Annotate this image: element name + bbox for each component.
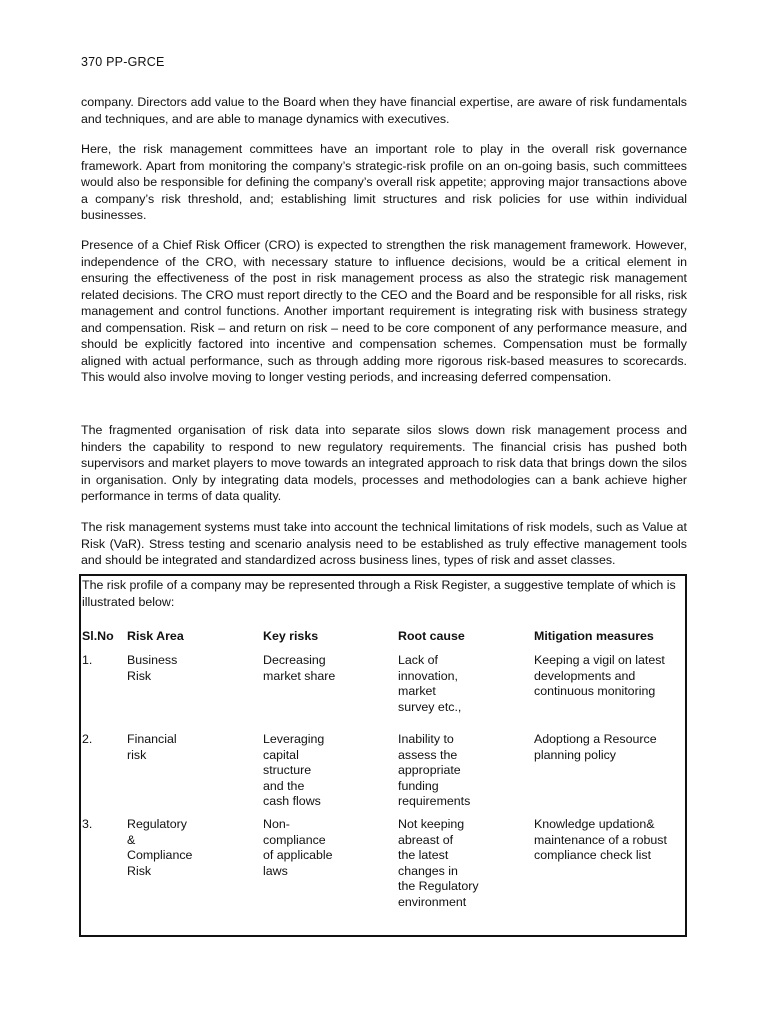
row2-root-cause: Inability to assess the appropriate funding requirements	[398, 732, 471, 808]
risk-register-box	[79, 574, 687, 937]
row2-key-risks: Leveraging capital structure and the cash flows	[263, 732, 325, 808]
row2-sl-no: 2.	[82, 732, 93, 746]
row1-root-cause: Lack of innovation, market survey etc.,	[398, 653, 462, 714]
row1-risk-area: Business Risk	[127, 653, 178, 683]
header-risk-area: Risk Area	[127, 629, 184, 643]
row2-risk-area: Financial risk	[127, 732, 177, 762]
page-header: 370 PP-GRCE	[81, 55, 165, 69]
row1-key-risks: Decreasing market share	[263, 653, 336, 683]
row3-mitigation: Knowledge updation& maintenance of a robust compliance check list	[534, 817, 667, 862]
row2-mitigation: Adoptiong a Resource planning policy	[534, 732, 657, 762]
row3-key-risks: Non- compliance of applicable laws	[263, 817, 333, 878]
paragraph-risk-committees: Here, the risk management committees have an important role to play in the overall risk governance framework. Apart from monitoring the company’s strategic-risk profile on an on-going basis, such committees would also be responsible for defining the company’s overall risk appetite; approving major transactions above a company’s risk threshold, and; establishing limit structures and risk policies for use within individual businesses.	[81, 142, 687, 222]
paragraph-directors: company. Directors add value to the Board when they have financial expertise, are aware of risk fundamentals and techniques, and are able to manage dynamics with executives.	[81, 95, 687, 126]
header-sl-no: Sl.No	[82, 629, 114, 643]
paragraph-risk-systems: The risk management systems must take into account the technical limitations of risk models, such as Value at Risk (VaR). Stress testing and scenario analysis need to be established as truly effective management tools and should be integrated and standardized across business lines, types of risk and asset classes.	[81, 520, 687, 567]
row3-sl-no: 3.	[82, 817, 93, 831]
paragraph-risk-data: The fragmented organisation of risk data into separate silos slows down risk management process and hinders the capability to respond to new regulatory requirements. The financial crisis has pushed both supervisors and market players to move towards an integrated approach to risk data that brings down the silos in organisation. Only by integrating data models, processes and methodologies can a bank achieve higher performance in terms of data quality.	[81, 423, 687, 503]
row3-risk-area: Regulatory & Compliance Risk	[127, 817, 193, 878]
header-root-cause: Root cause	[398, 629, 465, 643]
row1-mitigation: Keeping a vigil on latest developments and continuous monitoring	[534, 653, 665, 698]
header-key-risks: Key risks	[263, 629, 319, 643]
row1-sl-no: 1.	[82, 653, 93, 667]
header-mitigation-measures: Mitigation measures	[534, 629, 654, 643]
risk-register-intro: The risk profile of a company may be represented through a Risk Register, a suggestive template of which is illustrated below:	[82, 578, 676, 609]
paragraph-cro: Presence of a Chief Risk Officer (CRO) is expected to strengthen the risk management framework. However, independence of the CRO, with necessary stature to influence decisions, would be a critical element in ensuring the effectiveness of the post in risk management process as also the strategic risk management related decisions. The CRO must report directly to the CEO and the Board and be responsible for all risks, risk management and control functions. Another important requirement is integrating risk with business strategy and compensation. Risk – and return on risk – need to be core component of any performance measure, and should be explicitly factored into incentive and compensation schemes. Compensation must be formally aligned with actual performance, such as through adding more rigorous risk-based measures to scorecards. This would also involve moving to longer vesting periods, and increasing deferred compensation.	[81, 238, 687, 384]
row3-root-cause: Not keeping abreast of the latest changes in the Regulatory environment	[398, 817, 479, 909]
